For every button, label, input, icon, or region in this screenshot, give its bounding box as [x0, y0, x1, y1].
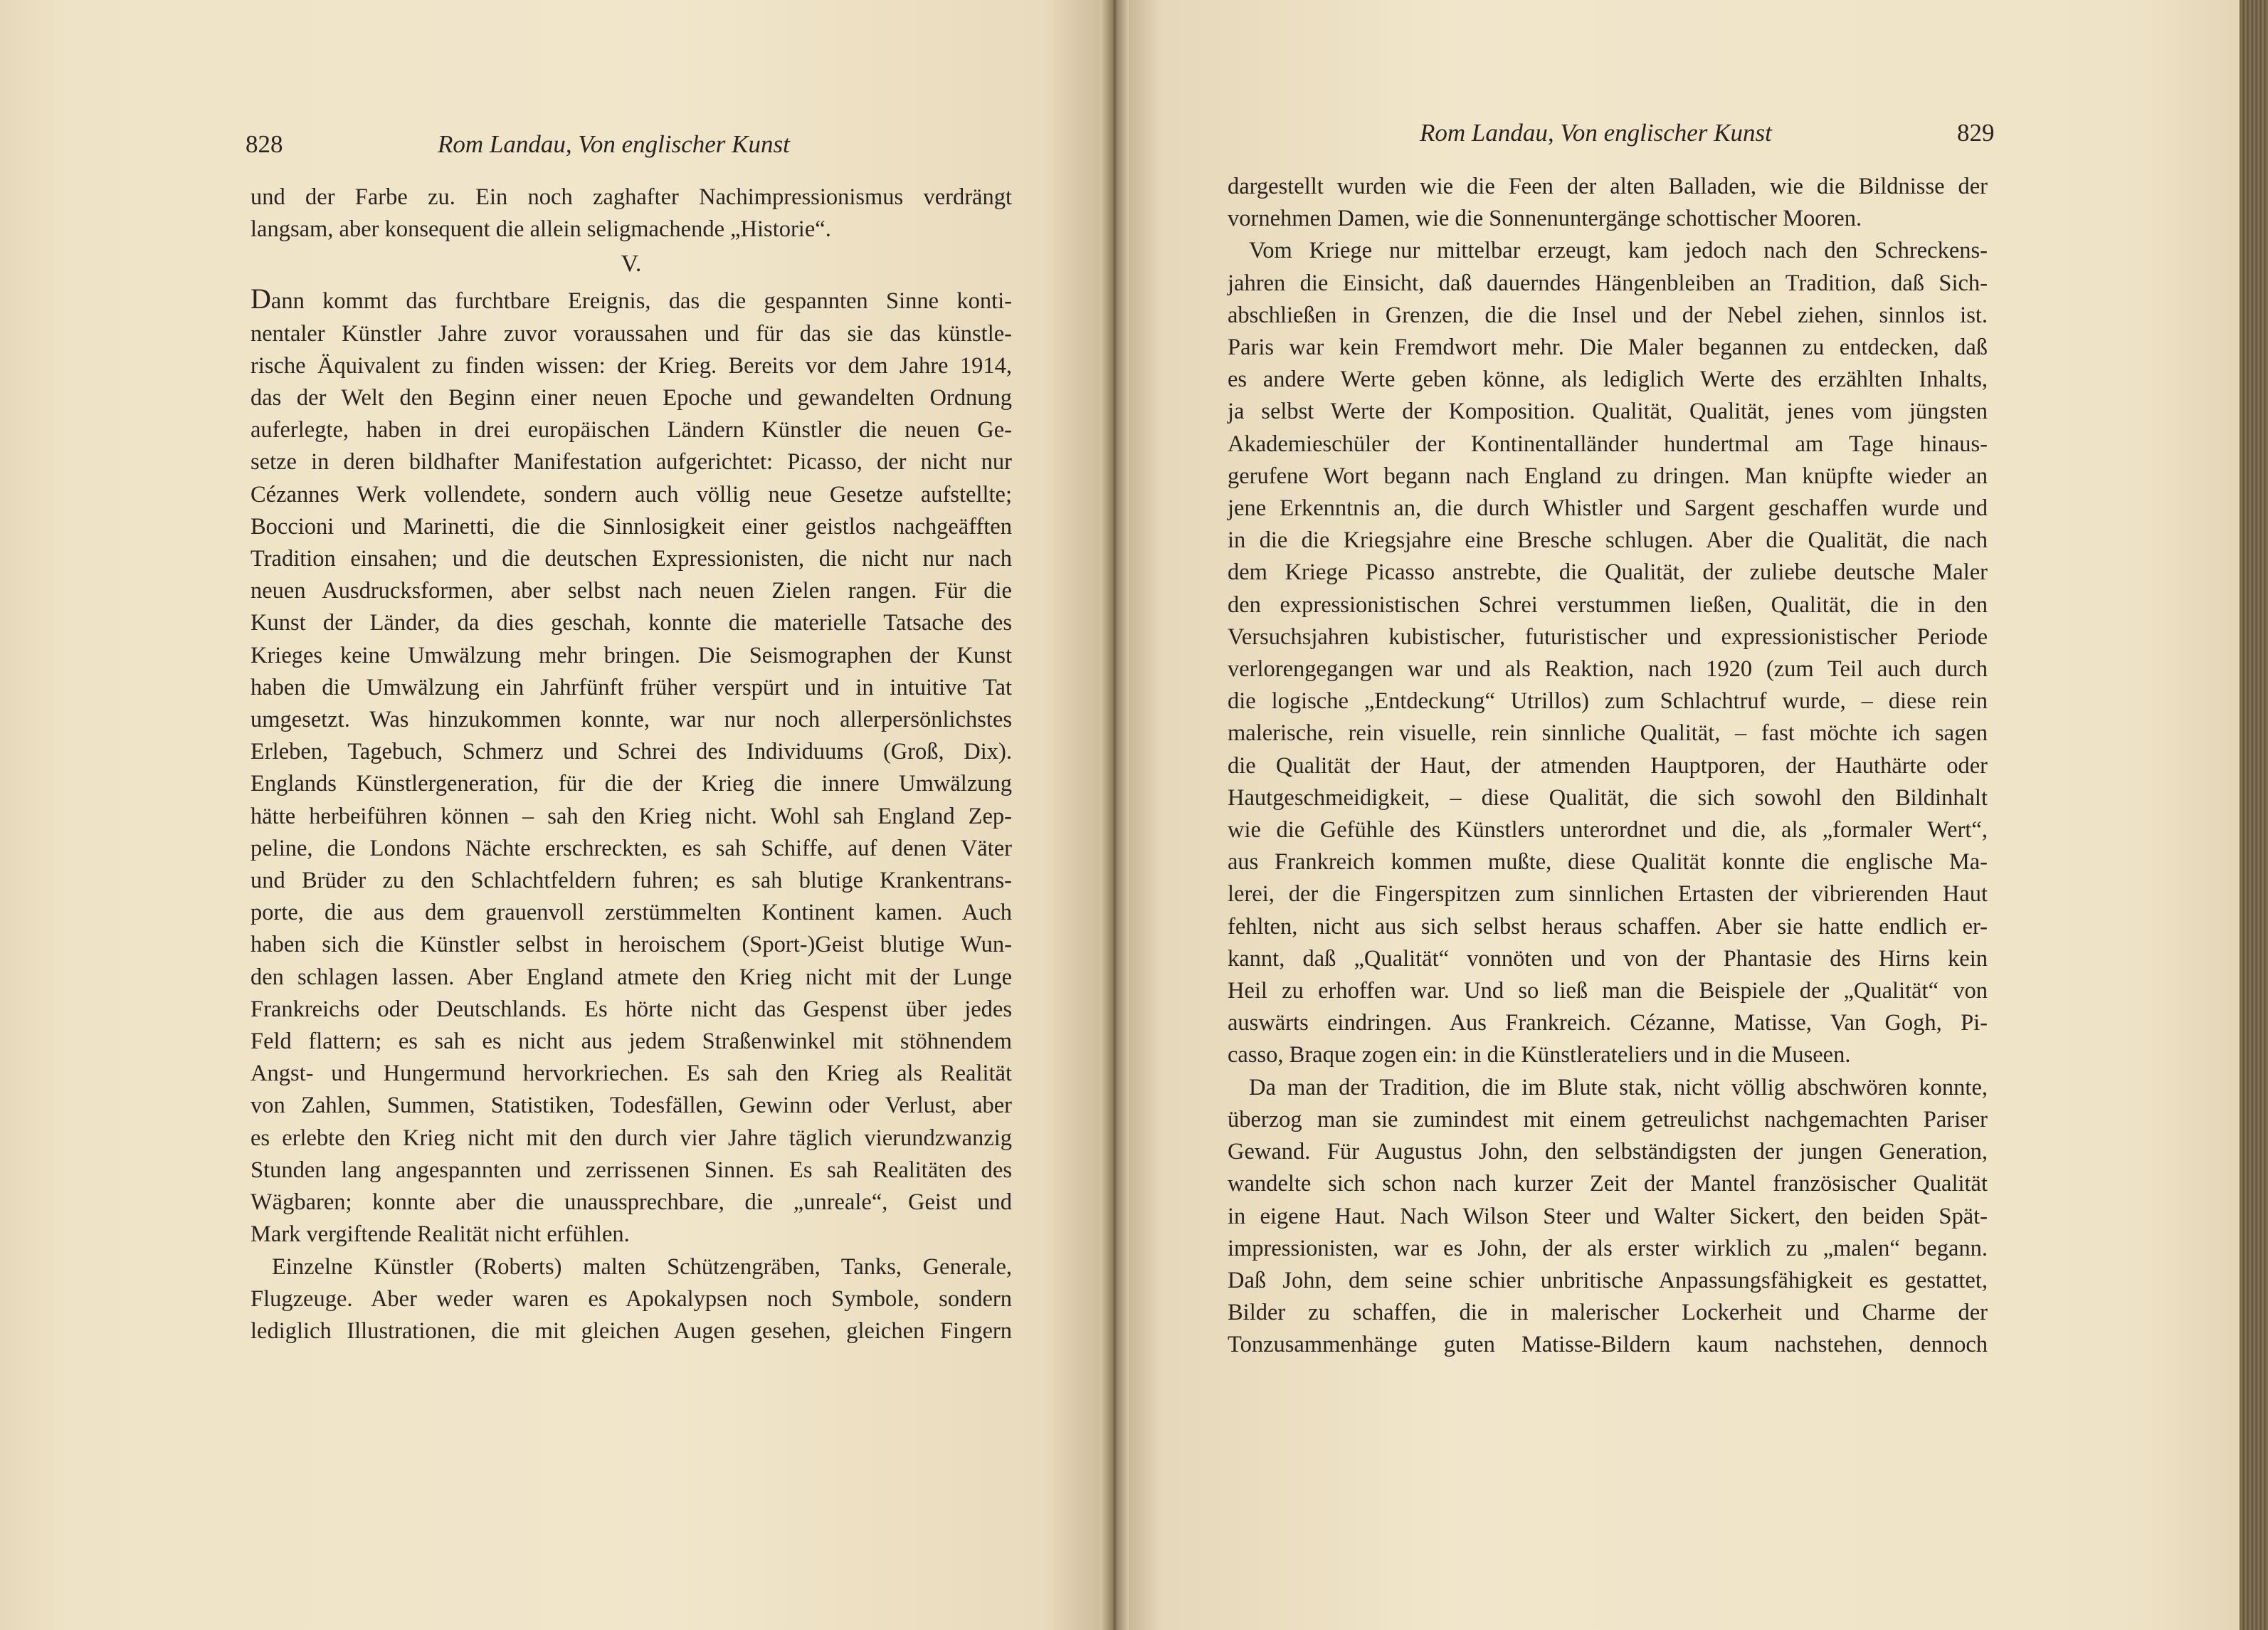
text-line: Stunden lang angespannten und zerrissenen Sinnen. Es sah Realitäten des — [250, 1157, 1012, 1183]
drop-cap: D — [250, 283, 271, 315]
text-line: auswärts eindringen. Aus Frankreich. Cézanne, Matisse, Van Gogh, Pi- — [1228, 1010, 1988, 1036]
text-line: Tradition einsahen; und die deutschen Expressionisten, die nicht nur nach — [250, 546, 1012, 572]
text-line: neuen Ausdrucksformen, aber selbst nach neuen Zielen rangen. Für die — [250, 578, 1012, 604]
text-line: Heil zu erhoffen war. Und so ließ man die Beispiele der „Qualität“ von — [1228, 978, 1988, 1004]
text-line: Da man der Tradition, die im Blute stak, nicht völlig abschwören konnte, — [1249, 1074, 1988, 1100]
text-line: Krieges keine Umwälzung mehr bringen. Die Seismographen der Kunst — [250, 642, 1012, 668]
paragraph-einzelne-kuenstler — [250, 1251, 1012, 1348]
text-line: das der Welt den Beginn einer neuen Epoche und gewandelten Ordnung — [250, 385, 1012, 411]
text-line: aus Frankreich kommen mußte, diese Qualität konnte die englische Ma- — [1228, 849, 1988, 876]
text-line: Vom Kriege nur mittelbar erzeugt, kam jedoch nach den Schreckens- — [1249, 238, 1988, 264]
paragraph-feen — [1228, 171, 1988, 235]
text-line: haben die Umwälzung ein Jahrfünft früher verspürt und in intuitive Tat — [250, 674, 1012, 700]
text-line: Tonzusammenhänge guten Matisse-Bildern kaum nachstehen, dennoch — [1228, 1332, 1988, 1358]
text-line: auferlegte, haben in drei europäischen Ländern Künstler die neuen Ge- — [250, 417, 1012, 443]
text-line: es andere Werte geben könne, als lediglich Werte des erzählten Inhalts, — [1228, 367, 1988, 393]
paragraph-krieg — [250, 283, 1012, 1251]
text-line: und Brüder zu den Schlachtfeldern fuhren; es sah blutige Krankentrans- — [250, 868, 1012, 894]
text-line: Mark vergiftende Realität nicht erfühlen. — [250, 1221, 630, 1248]
text-line: in eigene Haut. Nach Wilson Steer und Walter Sickert, den beiden Spät- — [1228, 1203, 1988, 1229]
text-line: abschließen in Grenzen, die die Insel und der Nebel ziehen, sinnlos ist. — [1228, 302, 1988, 328]
text-line: Cézannes Werk vollendete, sondern auch völlig neue Gesetze aufstellte; — [250, 481, 1012, 508]
text-line: kannt, daß „Qualität“ vonnöten und von der Phantasie des Hirns kein — [1228, 945, 1988, 972]
text-line: die Qualität der Haut, der atmenden Hauptporen, der Hauthärte oder — [1228, 752, 1988, 779]
text-line: Paris war kein Fremdwort mehr. Die Maler begannen zu entdecken, daß — [1228, 335, 1988, 361]
text-line: jahren die Einsicht, daß dauerndes Hängenbleiben an Tradition, daß Sich- — [1228, 270, 1988, 296]
text-line: haben sich die Künstler selbst in heroischem (Sport-)Geist blutige Wun- — [250, 932, 1012, 958]
text-line: von Zahlen, Summen, Statistiken, Todesfällen, Gewinn oder Verlust, aber — [250, 1093, 1012, 1119]
text-line: hätte herbeiführen können – sah den Krieg nicht. Wohl sah England Zep- — [250, 803, 1012, 829]
text-line: Wägbaren; konnte aber die unaussprechbare, die „unreale“, Geist und — [250, 1189, 1012, 1216]
text-line: setze in deren bildhafter Manifestation aufgerichtet: Picasso, der nicht nur — [250, 449, 1012, 475]
text-line: es erlebte den Krieg nicht mit den durch vier Jahre täglich vierundzwanzig — [250, 1125, 1012, 1151]
paragraph-tradition — [1228, 1072, 1988, 1362]
text-line: dem Kriege Picasso anstrebte, die Qualität, der zuliebe deutsche Maler — [1228, 559, 1988, 586]
text-line: peline, die Londons Nächte erschreckten, es sah Schiffe, auf denen Väter — [250, 835, 1012, 861]
text-line: die logische „Entdeckung“ Utrillos) zum Schlachtruf wurde, – diese rein — [1228, 688, 1988, 715]
text-line: Frankreichs oder Deutschlands. Es hörte nicht das Gespenst über jedes — [250, 996, 1012, 1022]
running-head-left: Rom Landau, Von englischer Kunst — [438, 130, 790, 158]
text-line: Feld flattern; es sah es nicht aus jedem Straßenwinkel mit stöhnendem — [250, 1029, 1012, 1055]
paragraph-nach-dem-kriege — [1228, 235, 1988, 1071]
text-line: wandelte sich schon nach kurzer Zeit der Mantel französischer Qualität — [1228, 1171, 1988, 1197]
text-line: malerische, rein visuelle, rein sinnliche Qualität, – fast möchte ich sagen — [1228, 720, 1988, 747]
text-line: lediglich Illustrationen, die mit gleichen Augen gesehen, gleichen Fingern — [250, 1318, 1012, 1344]
text-line: Englands Künstlergeneration, für die der Krieg die innere Umwälzung — [250, 771, 1012, 797]
text-line: wie die Gefühle des Künstlers unterordnet und die, als „formaler Wert“, — [1228, 817, 1988, 843]
left-body-text — [250, 182, 1012, 1347]
right-body-text — [1228, 171, 1988, 1362]
text-line: Erleben, Tagebuch, Schmerz und Schrei des Individuums (Groß, Dix). — [250, 739, 1012, 765]
text-line: Hautgeschmeidigkeit, – diese Qualität, die sich sowohl den Bildinhalt — [1228, 784, 1988, 811]
text-line: Bilder zu schaffen, die in malerischer Lockerheit und Charme der — [1228, 1300, 1988, 1326]
text-line: casso, Braque zogen ein: in die Künstlerateliers und in die Museen. — [1228, 1042, 1851, 1068]
text-line: Daß John, dem seine schier unbritische Anpassungsfähigkeit es gestattet, — [1228, 1267, 1988, 1293]
text-line: vornehmen Damen, wie die Sonnenuntergänge schottischer Mooren. — [1228, 206, 1862, 232]
text-line: in die die Kriegsjahre eine Bresche schlugen. Aber die Qualität, die nach — [1228, 527, 1988, 554]
text-line: lerei, der die Fingerspitzen zum sinnlichen Ertasten der vibrierenden Haut — [1228, 881, 1988, 908]
text-line: fehlten, nicht aus sich selbst heraus schaffen. Aber sie hatte endlich er- — [1228, 913, 1988, 940]
text-line: Boccioni und Marinetti, die die Sinnlosigkeit einer geistlos nachgeäfften — [250, 513, 1012, 540]
text-line: Versuchsjahren kubistischer, futuristischer und expressionistischer Periode — [1228, 624, 1988, 650]
text-line: Dann kommt das furchtbare Ereignis, das die gespannten Sinne konti- — [250, 283, 1012, 315]
text-line: ja selbst Werte der Komposition. Qualität, Qualität, jenes vom jüngsten — [1228, 399, 1988, 425]
text-line: Akademieschüler der Kontinentalländer hundertmal am Tage hinaus- — [1228, 431, 1988, 457]
text-line: und der Farbe zu. Ein noch zaghafter Nachimpressionismus verdrängt — [250, 184, 1012, 210]
text-line: Flugzeuge. Aber weder waren es Apokalypsen noch Symbole, sondern — [250, 1285, 1012, 1312]
page-number-left: 828 — [246, 130, 283, 158]
text-line: jene Erkenntnis an, die durch Whistler und Sargent geschaffen wurde und — [1228, 495, 1988, 522]
page-number-right: 829 — [1957, 119, 1995, 147]
text-line: rische Äquivalent zu finden wissen: der Krieg. Bereits vor dem Jahre 1914, — [250, 352, 1012, 379]
text-line: gerufene Wort begann nach England zu dringen. Man knüpfte wieder an — [1228, 463, 1988, 489]
text-line: langsam, aber konsequent die allein seligmachende „Historie“. — [250, 216, 831, 243]
text-line: den schlagen lassen. Aber England atmete den Krieg nicht mit der Lunge — [250, 964, 1012, 990]
text-line: den expressionistischen Schrei verstummen ließen, Qualität, die in den — [1228, 591, 1988, 618]
running-head-right: Rom Landau, Von englischer Kunst — [1420, 119, 1772, 147]
text-line: Gewand. Für Augustus John, den selbständigsten der jungen Generation, — [1228, 1139, 1988, 1165]
text-line: Einzelne Künstler (Roberts) malten Schützengräben, Tanks, Generale, — [272, 1253, 1012, 1280]
text-line: verlorengegangen war und als Reaktion, nach 1920 (zum Teil auch durch — [1228, 656, 1988, 683]
text-line: überzog man sie zumindest mit einem getreulichst nachgemachten Pariser — [1228, 1106, 1988, 1132]
text-line: Angst- und Hungermund hervorkriechen. Es sah den Krieg als Realität — [250, 1061, 1012, 1087]
section-heading: V. — [621, 251, 642, 278]
book-gutter — [1100, 0, 1129, 1630]
text-line: Kunst der Länder, da dies geschah, konnte die materielle Tatsache des — [250, 610, 1012, 636]
text-line: umgesetzt. Was hinzukommen konnte, war nur noch allerpersönlichstes — [250, 707, 1012, 733]
intro-paragraph — [250, 182, 1012, 246]
text-line: impressionisten, war es John, der als erster wirklich zu „malen“ begann. — [1228, 1235, 1988, 1261]
text-line: dargestellt wurden wie die Feen der alten Balladen, wie die Bildnisse der — [1228, 174, 1988, 199]
text-line: nentaler Künstler Jahre zuvor voraussahen und für das sie das künstle- — [250, 320, 1012, 347]
page-edges — [2240, 0, 2268, 1630]
text-line: porte, die aus dem grauenvoll zerstümmelten Kontinent kamen. Auch — [250, 900, 1012, 926]
